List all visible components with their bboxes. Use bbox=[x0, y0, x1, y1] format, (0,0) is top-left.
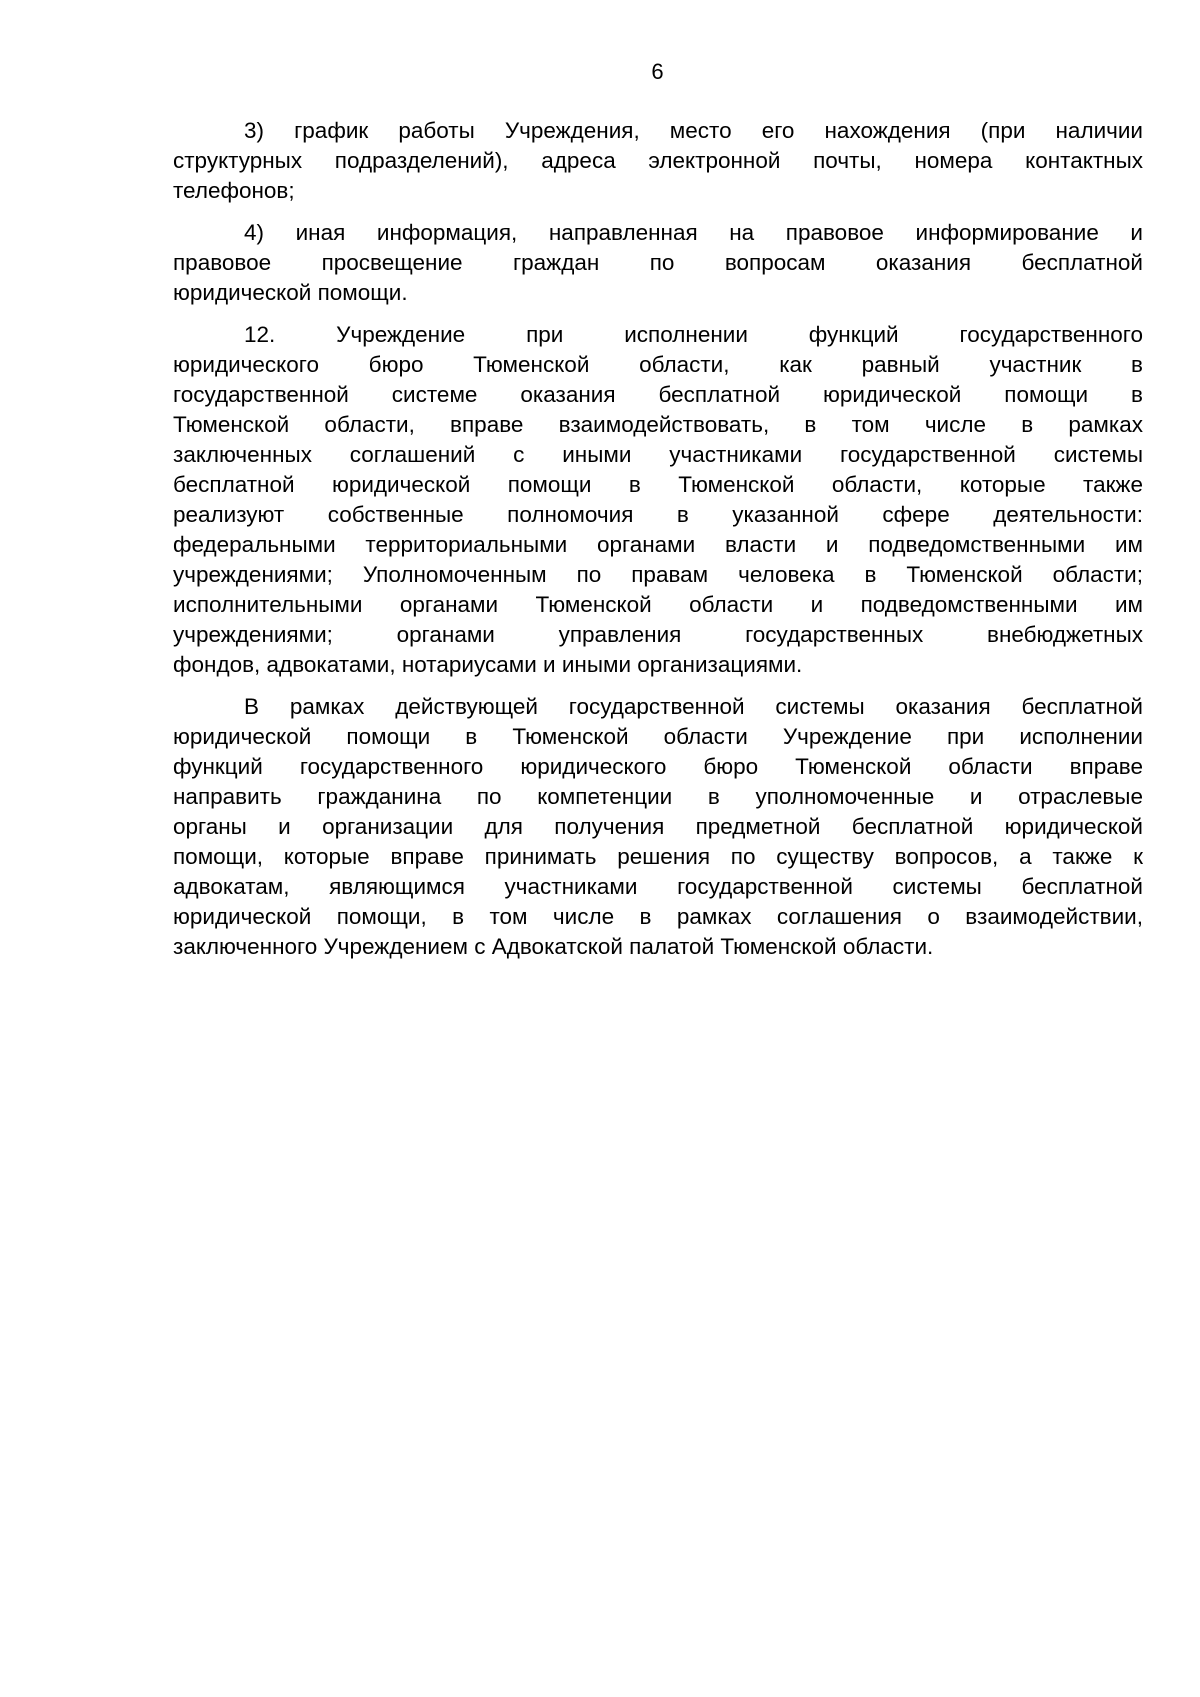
text-line: заключенных соглашений с иными участниками государственной системы bbox=[173, 442, 1143, 467]
text-line: помощи, которые вправе принимать решения по существу вопросов, а также к bbox=[173, 844, 1143, 869]
text-line: федеральными территориальными органами власти и подведомственными им bbox=[173, 532, 1143, 557]
text-line: 12. Учреждение при исполнении функций государственного bbox=[244, 322, 1143, 347]
text-line: учреждениями; органами управления государственных внебюджетных bbox=[173, 622, 1143, 647]
text-line: бесплатной юридической помощи в Тюменской области, которые также bbox=[173, 472, 1143, 497]
text-line: функций государственного юридического бюро Тюменской области вправе bbox=[173, 754, 1143, 779]
paragraph-clause-12-continued bbox=[173, 692, 1143, 962]
page-number: 6 bbox=[651, 59, 664, 84]
text-line: фондов, адвокатами, нотариусами и иными организациями. bbox=[173, 652, 803, 677]
text-line: органы и организации для получения предметной бесплатной юридической bbox=[173, 814, 1143, 839]
text-line: правовое просвещение граждан по вопросам оказания бесплатной bbox=[173, 250, 1143, 275]
text-line: заключенного Учреждением с Адвокатской палатой Тюменской области. bbox=[173, 934, 934, 959]
paragraph-item-3 bbox=[173, 116, 1143, 206]
text-line: 4) иная информация, направленная на правовое информирование и bbox=[244, 220, 1143, 245]
paragraph-clause-12 bbox=[173, 320, 1143, 680]
text-line: реализуют собственные полномочия в указанной сфере деятельности: bbox=[173, 502, 1143, 527]
text-line: юридической помощи, в том числе в рамках соглашения о взаимодействии, bbox=[173, 904, 1143, 929]
text-line: направить гражданина по компетенции в уполномоченные и отраслевые bbox=[173, 784, 1143, 809]
text-line: 3) график работы Учреждения, место его нахождения (при наличии bbox=[244, 118, 1143, 143]
text-line: государственной системе оказания бесплатной юридической помощи в bbox=[173, 382, 1143, 407]
text-line: учреждениями; Уполномоченным по правам человека в Тюменской области; bbox=[173, 562, 1143, 587]
text-line: исполнительными органами Тюменской области и подведомственными им bbox=[173, 592, 1143, 617]
text-line: адвокатам, являющимся участниками государственной системы бесплатной bbox=[173, 874, 1143, 899]
text-line: юридической помощи в Тюменской области Учреждение при исполнении bbox=[173, 724, 1143, 749]
text-line: Тюменской области, вправе взаимодействовать, в том числе в рамках bbox=[173, 412, 1143, 437]
text-line: юридической помощи. bbox=[173, 280, 408, 305]
document-body bbox=[173, 116, 1143, 974]
text-line: В рамках действующей государственной системы оказания бесплатной bbox=[244, 694, 1143, 719]
text-line: юридического бюро Тюменской области, как равный участник в bbox=[173, 352, 1143, 377]
text-line: структурных подразделений), адреса электронной почты, номера контактных bbox=[173, 148, 1143, 173]
paragraph-item-4 bbox=[173, 218, 1143, 308]
text-line: телефонов; bbox=[173, 178, 295, 203]
